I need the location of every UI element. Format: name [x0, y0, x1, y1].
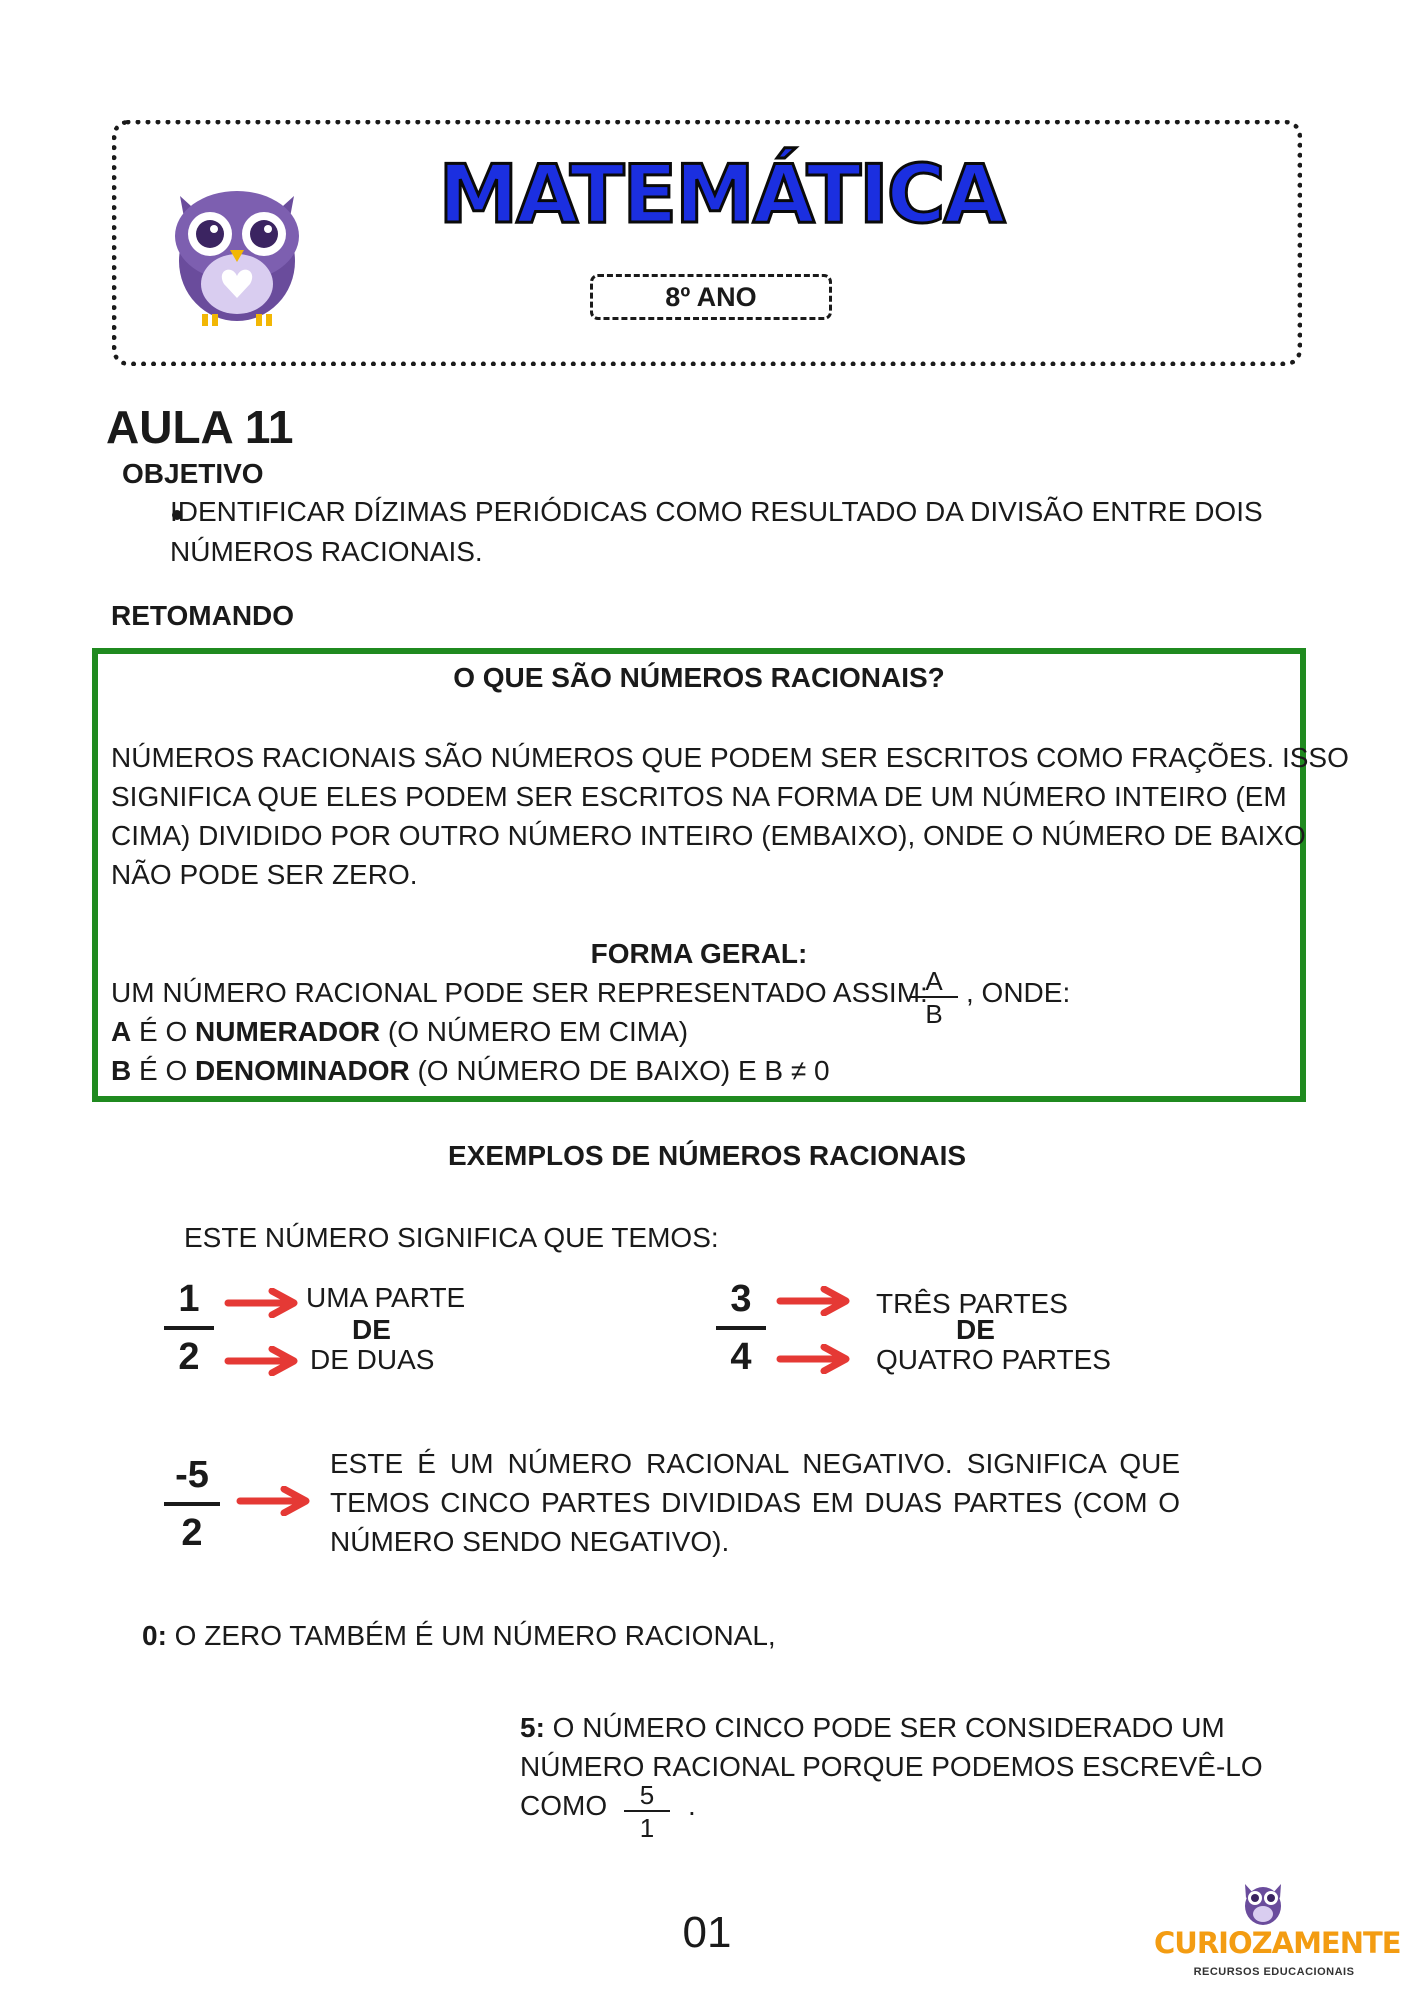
arrow-right-icon — [224, 1288, 300, 1318]
examples-intro: ESTE NÚMERO SIGNIFICA QUE TEMOS: — [184, 1222, 719, 1253]
example-2-mid: DE — [956, 1314, 995, 1345]
example-fraction-3-4 — [716, 1278, 766, 1378]
fraction-denominator: 4 — [730, 1336, 752, 1378]
zero-example — [142, 1620, 776, 1652]
definition-heading: O QUE SÃO NÚMEROS RACIONAIS? — [453, 662, 945, 693]
fraction-numerator: 3 — [730, 1278, 752, 1320]
b-label: B — [111, 1055, 132, 1086]
fraction-numerator: -5 — [175, 1454, 209, 1496]
five-fraction — [624, 1780, 670, 1844]
brand-owl-icon — [1240, 1876, 1286, 1926]
example-3-line-2: TEMOS CINCO PARTES DIVIDIDAS EM DUAS PARTES (COM O — [330, 1487, 1180, 1518]
fraction-numerator: 5 — [639, 1780, 655, 1810]
zero-label: 0: — [142, 1620, 167, 1651]
fraction-bar — [164, 1502, 220, 1506]
fraction-bar — [164, 1326, 214, 1330]
example-3-line-3: NÚMERO SENDO NEGATIVO). — [330, 1526, 730, 1557]
general-form-suffix: , ONDE: — [966, 977, 1071, 1008]
b-rest: (O NÚMERO DE BAIXO) E B ≠ 0 — [409, 1055, 830, 1086]
example-3-line-1: ESTE É UM NÚMERO RACIONAL NEGATIVO. SIGNIFICA QUE — [330, 1448, 1180, 1479]
objective-heading: OBJETIVO — [122, 458, 264, 489]
example-fraction-1-2 — [164, 1278, 214, 1378]
example-2-bottom: QUATRO PARTES — [876, 1344, 1111, 1375]
five-example-line-1 — [520, 1712, 1225, 1744]
brand-subtitle: RECURSOS EDUCACIONAIS — [1193, 1966, 1355, 1978]
denominator-definition — [111, 1055, 830, 1087]
fraction-bar — [716, 1326, 766, 1330]
brand-logo: CURIOZAMENTE — [1154, 1926, 1401, 1960]
page-title: MATEMÁTICA — [438, 148, 1004, 241]
fraction-denominator: 1 — [639, 1813, 655, 1843]
five-example-line-2: NÚMERO RACIONAL PORQUE PODEMOS ESCREVÊ-LO — [520, 1751, 1263, 1782]
b-term: DENOMINADOR — [195, 1055, 410, 1086]
lesson-title: AULA 11 — [106, 401, 294, 453]
fraction-numerator: A — [925, 966, 943, 996]
arrow-right-icon — [776, 1286, 852, 1316]
a-rest: (O NÚMERO EM CIMA) — [380, 1016, 689, 1047]
fraction-denominator: B — [925, 999, 943, 1029]
examples-heading: EXEMPLOS DE NÚMEROS RACIONAIS — [447, 1140, 967, 1171]
objective-line-1: IDENTIFICAR DÍZIMAS PERIÓDICAS COMO RESULTADO DA DIVISÃO ENTRE DOIS — [170, 496, 1263, 527]
general-fraction — [910, 966, 958, 1030]
review-heading: RETOMANDO — [111, 600, 295, 631]
numerator-definition — [111, 1016, 688, 1048]
five-label: 5: — [520, 1712, 545, 1743]
general-form-heading: FORMA GERAL: — [590, 938, 808, 969]
example-1-bottom: DE DUAS — [310, 1344, 435, 1375]
arrow-right-icon — [776, 1344, 852, 1374]
example-1-top: UMA PARTE — [306, 1282, 466, 1313]
example-2-top: TRÊS PARTES — [876, 1288, 1068, 1319]
definition-line-1: NÚMEROS RACIONAIS SÃO NÚMEROS QUE PODEM SER ESCRITOS COMO FRAÇÕES. ISSO — [111, 742, 1349, 773]
definition-line-2: SIGNIFICA QUE ELES PODEM SER ESCRITOS NA FORMA DE UM NÚMERO INTEIRO (EM — [111, 781, 1287, 812]
b-mid: É O — [131, 1055, 196, 1086]
a-term: NUMERADOR — [195, 1016, 381, 1047]
a-label: A — [111, 1016, 132, 1047]
zero-text: O ZERO TAMBÉM É UM NÚMERO RACIONAL, — [166, 1620, 776, 1651]
objective-line-2: NÚMEROS RACIONAIS. — [170, 536, 483, 567]
arrow-right-icon — [224, 1346, 300, 1376]
fraction-denominator: 2 — [178, 1336, 200, 1378]
fraction-numerator: 1 — [178, 1278, 200, 1320]
grade-badge: 8º ANO — [590, 274, 832, 320]
definition-line-3: CIMA) DIVIDIDO POR OUTRO NÚMERO INTEIRO (EMBAIXO), ONDE O NÚMERO DE BAIXO — [111, 820, 1306, 851]
five-example-line-3: COMO — [520, 1790, 608, 1821]
a-mid: É O — [131, 1016, 196, 1047]
five-example-end: . — [688, 1790, 696, 1821]
example-fraction-neg5-2 — [164, 1454, 220, 1554]
general-form-text: UM NÚMERO RACIONAL PODE SER REPRESENTADO ASSIM: — [111, 977, 928, 1008]
example-1-mid: DE — [352, 1314, 391, 1345]
definition-line-4: NÃO PODE SER ZERO. — [111, 859, 418, 890]
fraction-denominator: 2 — [181, 1512, 203, 1554]
page-number: 01 — [682, 1908, 732, 1957]
arrow-right-icon — [236, 1486, 312, 1516]
five-text: O NÚMERO CINCO PODE SER CONSIDERADO UM — [544, 1712, 1225, 1743]
